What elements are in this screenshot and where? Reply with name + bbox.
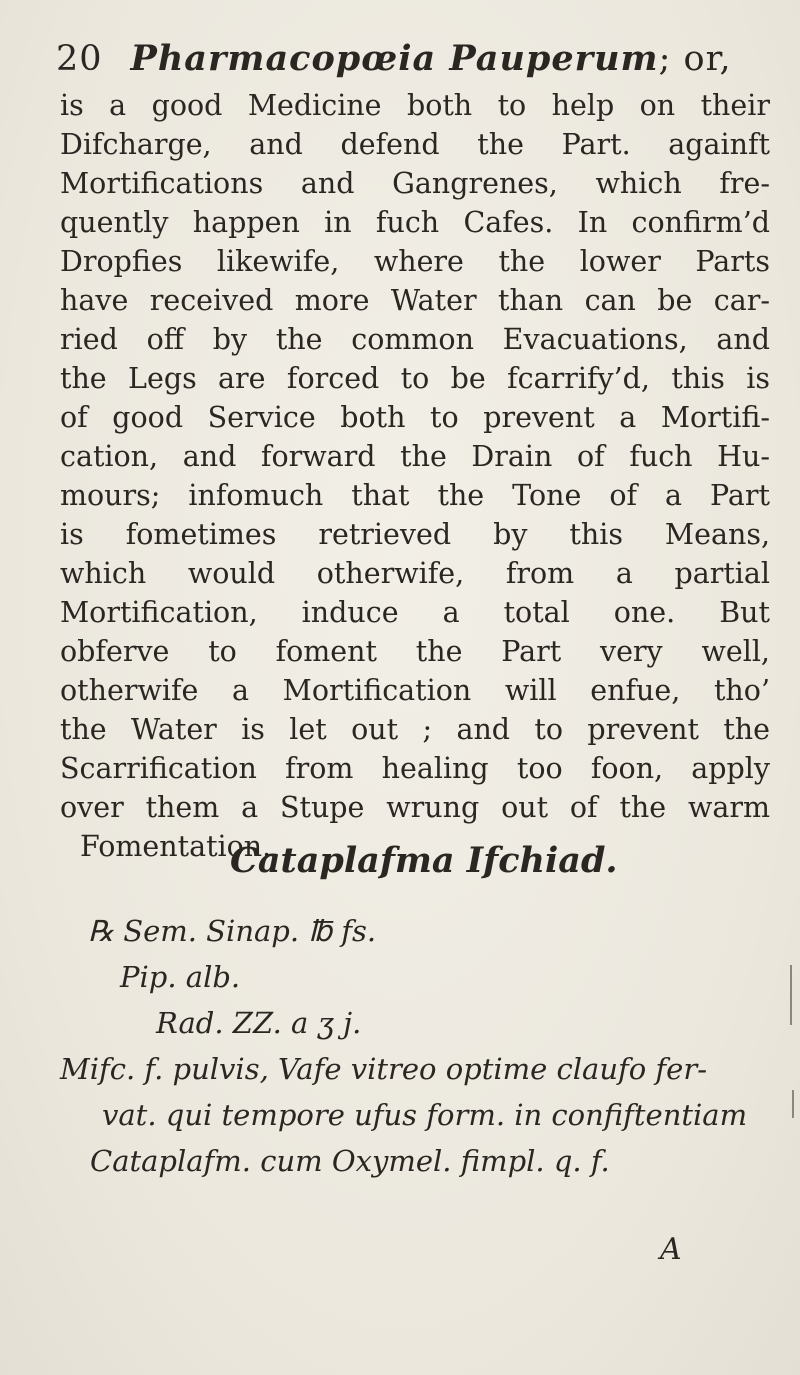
running-title: Pharmacopœia Pauperum [130,38,659,79]
running-title-suffix: ; or, [658,39,732,79]
paragraph-line: Dropfies likewife, where the lower Parts [60,245,770,278]
paragraph-line: mours; infomuch that the Tone of a Part [60,479,770,512]
paragraph-line: Scarrification from healing too foon, apply [60,752,770,785]
paragraph-line: quently happen in fuch Cafes. In confirm’d [60,206,770,239]
paragraph-line: is fometimes retrieved by this Means, [60,518,770,551]
paragraph-line: cation, and forward the Drain of fuch Hu- [60,440,770,473]
margin-mark [790,965,792,1025]
paragraph-line: Mortifications and Gangrenes, which fre- [60,167,770,200]
paragraph-line: is a good Medicine both to help on their [60,89,770,122]
catchword: A [660,1232,682,1267]
paragraph-line: over them a Stupe wrung out of the warm [60,791,770,824]
recipe-line: ℞ Sem. Sinap. ℔ fs. [88,914,377,948]
recipe-line: Rad. ZZ. a ʒ j. [156,1006,362,1040]
paragraph-line: which would otherwife, from a partial [60,557,770,590]
paragraph-line: Difcharge, and defend the Part. againft [60,128,770,161]
paragraph-line: ried off by the common Evacuations, and [60,323,770,356]
recipe-title: Cataplafma Ifchiad. [230,840,618,881]
paragraph-line: the Water is let out ; and to prevent the [60,713,770,746]
recipe-line: Cataplafm. cum Oxymel. fimpl. q. f. [90,1144,610,1178]
recipe-line: vat. qui tempore ufus form. in confiftentiam [102,1098,748,1132]
paragraph-line: otherwife a Mortification will enfue, tho’ [60,674,770,707]
recipe-line: Pip. alb. [120,960,241,994]
recipe-line: Mifc. f. pulvis, Vafe vitreo optime claufo fer- [60,1052,707,1086]
paragraph-line: the Legs are forced to be fcarrify’d, this is [60,362,770,395]
paragraph-line: of good Service both to prevent a Mortifi- [60,401,770,434]
page-header [56,38,732,79]
paragraph-line: Mortification, induce a total one. But [60,596,770,629]
paragraph-line: obferve to foment the Part very well, [60,635,770,668]
margin-mark [792,1090,794,1118]
paragraph-line: Fomentation. [80,830,272,863]
paragraph-line: have received more Water than can be car- [60,284,770,317]
page-number: 20 [56,39,103,79]
